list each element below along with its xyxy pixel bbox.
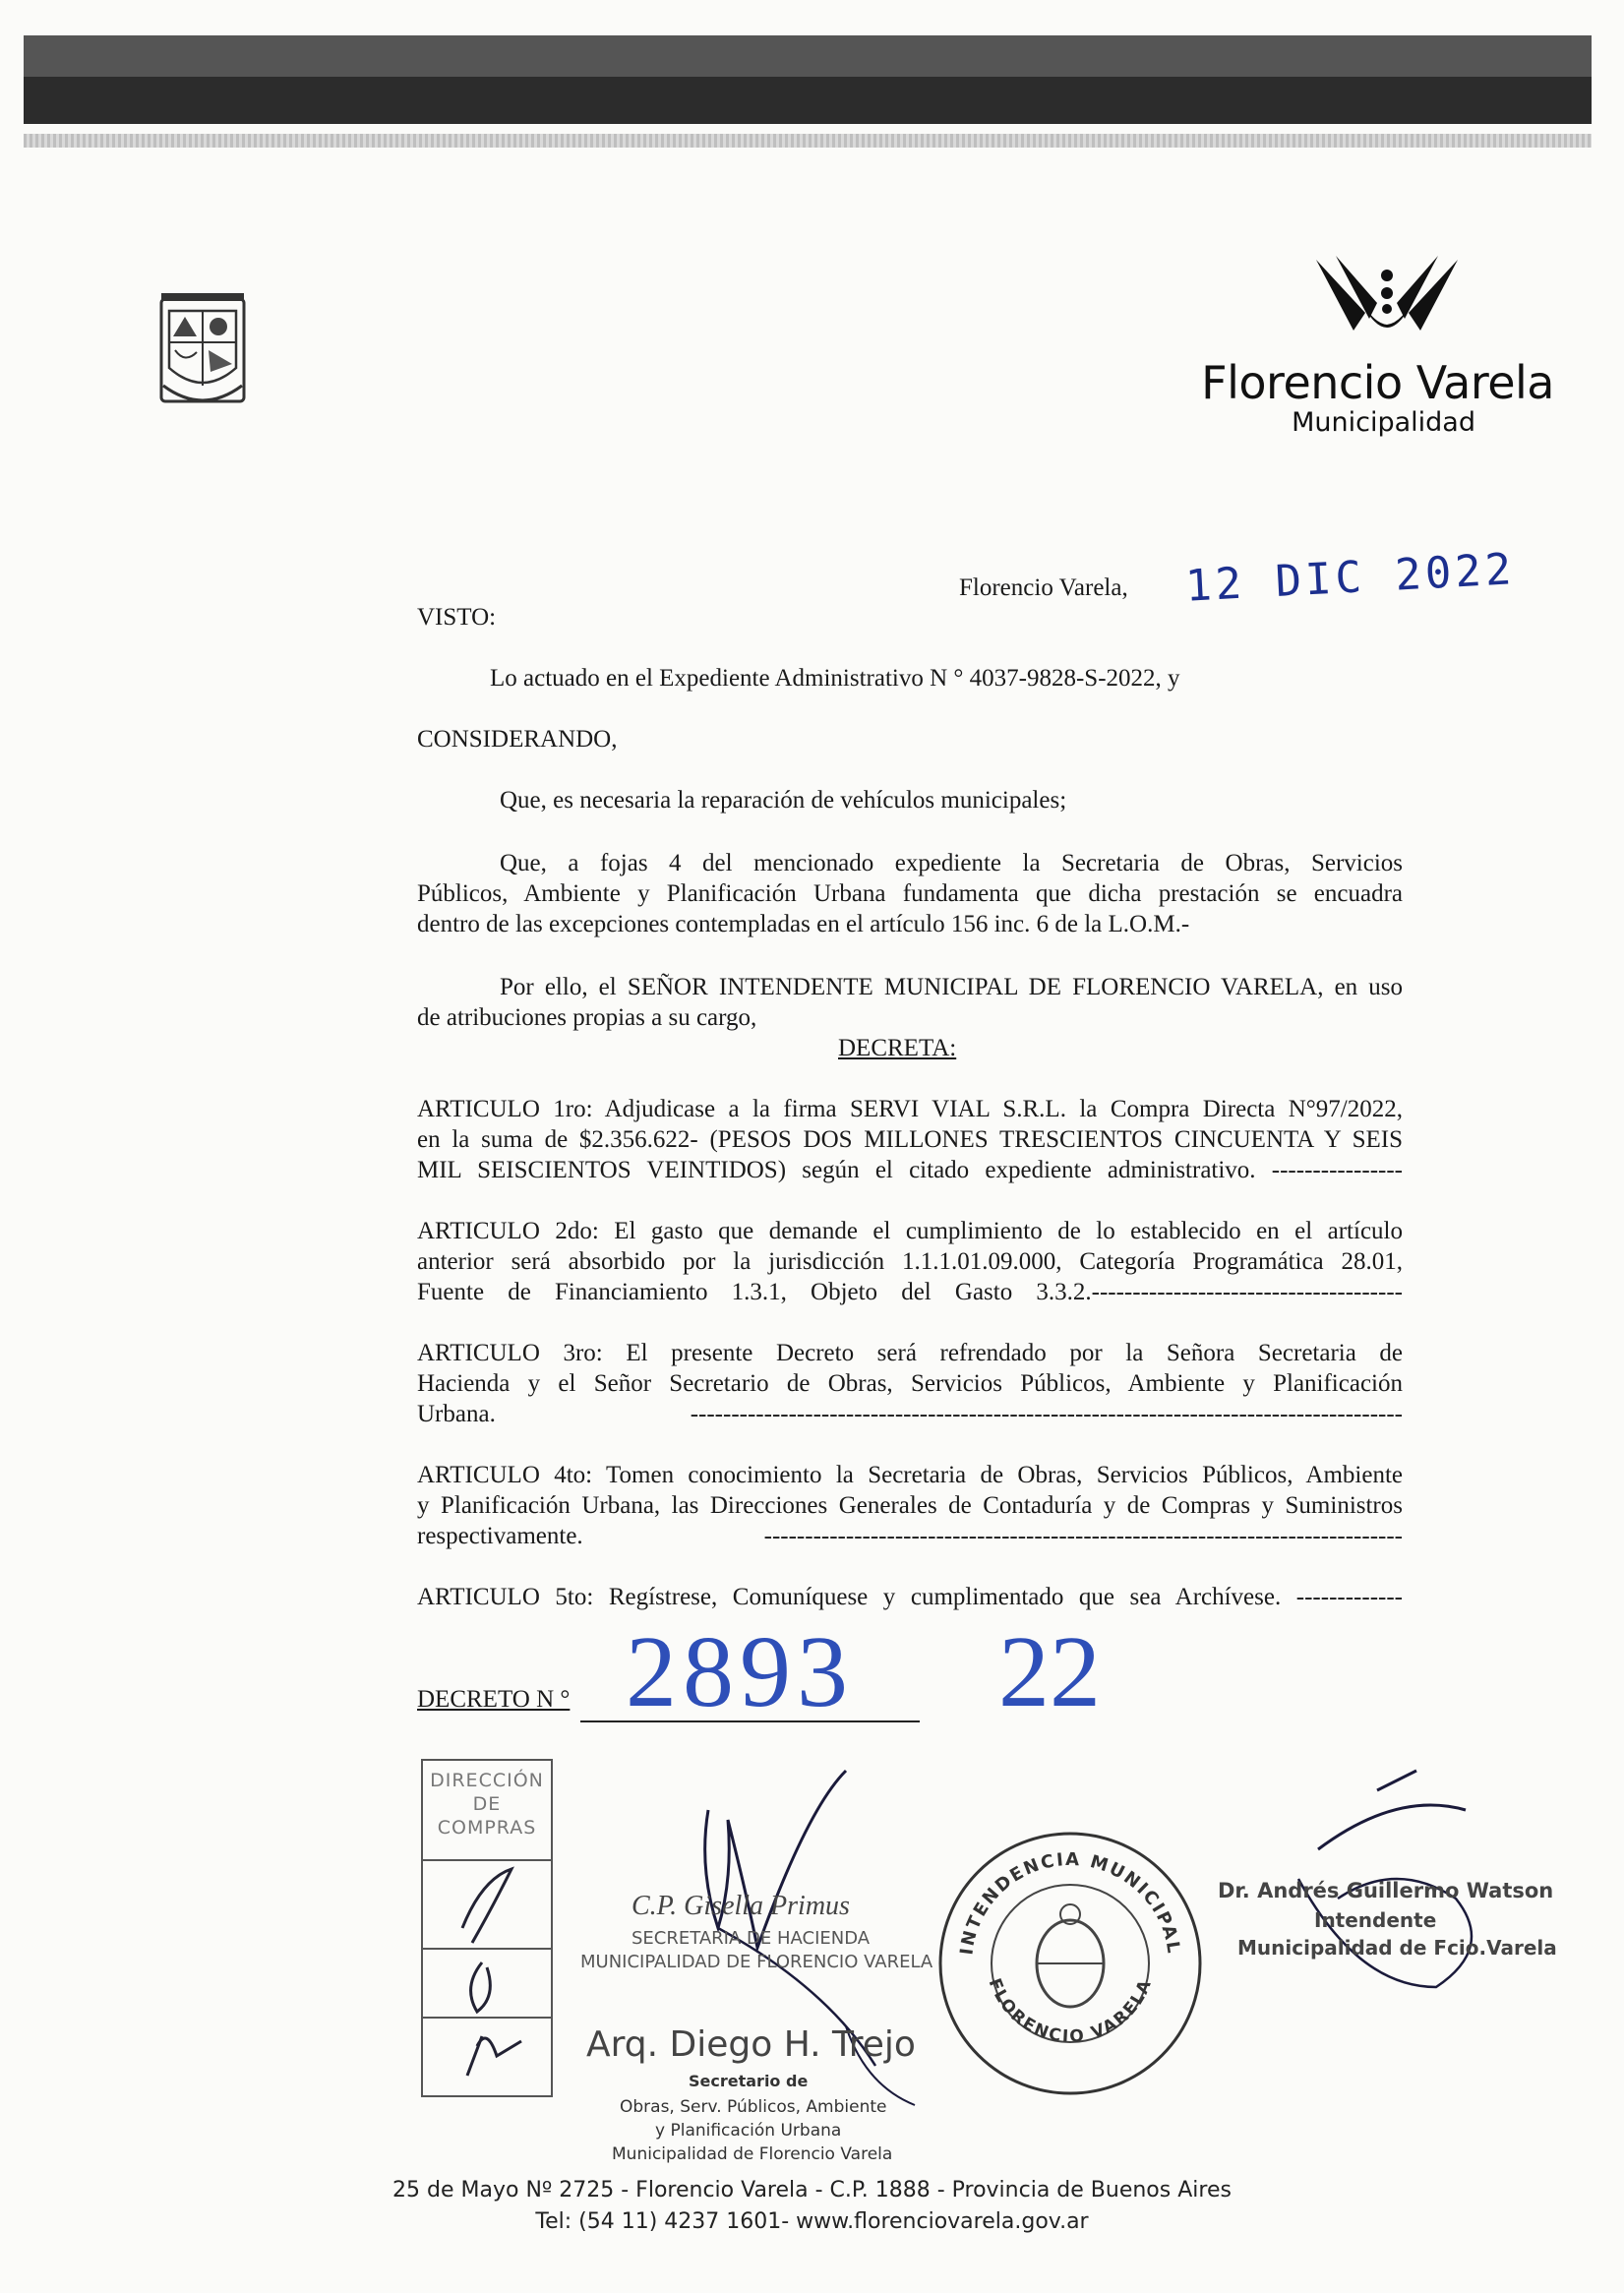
brand-name: Florencio Varela xyxy=(1201,356,1554,409)
article-3-line-2: Hacienda y el Señor Secretario de Obras, Servicios Públicos, Ambiente y Planificación xyxy=(417,1370,1403,1397)
intendente-name: Dr. Andrés Guillermo Watson xyxy=(1218,1879,1554,1902)
intendente-title: Intendente xyxy=(1314,1908,1437,1932)
intendencia-seal xyxy=(934,1828,1206,2099)
article-4-line-3: respectivamente. ------------------------------------------------------------------------------ xyxy=(417,1523,1403,1549)
paragraph-2-line-2: Públicos, Ambiente y Planificación Urbana fundamenta que dicha prestación se encuadra xyxy=(417,880,1403,907)
decreto-label: DECRETO N ° xyxy=(417,1686,571,1713)
header-band-top xyxy=(24,35,1592,77)
decreta-heading: DECRETA: xyxy=(838,1035,957,1061)
hacienda-signer-title: SECRETARIA DE HACIENDA xyxy=(632,1928,871,1949)
municipal-crest-logo xyxy=(155,291,250,417)
visto-text: Lo actuado en el Expediente Administrativo N ° 4037-9828-S-2022, y xyxy=(490,665,1180,692)
obras-signer-name: Arq. Diego H. Trejo xyxy=(586,2024,916,2065)
compras-label-2: DE xyxy=(472,1793,502,1815)
article-2-line-3: Fuente de Financiamiento 1.3.1, Objeto del Gasto 3.3.2.-------------------------------------- xyxy=(417,1279,1403,1305)
seal-graphic xyxy=(934,1828,1206,2099)
article-2-line-1: ARTICULO 2do: El gasto que demande el cumplimiento de lo establecido en el artículo xyxy=(417,1218,1403,1244)
obras-signer-line-4: Municipalidad de Florencio Varela xyxy=(612,2144,893,2164)
compras-stamp-box xyxy=(421,1759,553,2097)
paragraph-3-line-1: Por ello, el SEÑOR INTENDENTE MUNICIPAL DE FLORENCIO VARELA, en uso xyxy=(500,974,1403,1000)
article-2-line-2: anterior será absorbido por la jurisdicción 1.1.1.01.09.000, Categoría Programática 28.01, xyxy=(417,1248,1403,1275)
decreto-year: 22 xyxy=(998,1615,1101,1728)
decreto-number: 2893 xyxy=(626,1615,854,1728)
compras-label-3: COMPRAS xyxy=(437,1817,537,1839)
hacienda-signer-name: C.P. Gisella Primus xyxy=(632,1891,850,1921)
article-1-line-2: en la suma de $2.356.622- (PESOS DOS MILLONES TRESCIENTOS CINCUENTA Y SEIS xyxy=(417,1126,1403,1153)
date-place: Florencio Varela, xyxy=(959,574,1128,601)
obras-signer-line-1: Secretario de xyxy=(689,2072,809,2090)
seal-text-top: INTENDENCIA MUNICIPAL xyxy=(956,1848,1184,1957)
seal-text-bottom: FLORENCIO VARELA xyxy=(984,1975,1157,2047)
article-4-line-2: y Planificación Urbana, las Direcciones Generales de Contaduría y de Compras y Suministros xyxy=(417,1492,1403,1519)
footer-address: 25 de Mayo Nº 2725 - Florencio Varela - C.P. 1888 - Provincia de Buenos Aires xyxy=(392,2178,1232,2202)
initials-handwriting xyxy=(423,1761,551,2095)
article-3-line-1: ARTICULO 3ro: El presente Decreto será refrendado por la Señora Secretaria de xyxy=(417,1340,1403,1366)
paragraph-2-line-1: Que, a fojas 4 del mencionado expediente la Secretaria de Obras, Servicios xyxy=(500,850,1403,876)
hacienda-signer-org: MUNICIPALIDAD DE FLORENCIO VARELA xyxy=(580,1952,933,1972)
article-5: ARTICULO 5to: Regístrese, Comuníquese y cumplimentado que sea Archívese. ------------- xyxy=(417,1584,1403,1610)
footer-contact: Tel: (54 11) 4237 1601- www.florenciovarela.gov.ar xyxy=(535,2209,1089,2234)
intendente-org: Municipalidad de Fcio.Varela xyxy=(1237,1936,1557,1960)
paragraph-3-line-2: de atribuciones propias a su cargo, xyxy=(417,1004,757,1031)
article-1-line-3: MIL SEISCIENTOS VEINTIDOS) según el citado expediente administrativo. ---------------- xyxy=(417,1157,1403,1183)
date-stamp: 12 DIC 2022 xyxy=(1183,544,1517,612)
article-4-line-1: ARTICULO 4to: Tomen conocimiento la Secretaria de Obras, Servicios Públicos, Ambiente xyxy=(417,1462,1403,1488)
paragraph-2-line-3: dentro de las excepciones contempladas en el artículo 156 inc. 6 de la L.O.M.- xyxy=(417,911,1190,937)
paragraph-1: Que, es necesaria la reparación de vehículos municipales; xyxy=(500,787,1067,814)
brand-subtitle: Municipalidad xyxy=(1292,407,1475,438)
article-1-line-1: ARTICULO 1ro: Adjudicase a la firma SERVI VIAL S.R.L. la Compra Directa N°97/2022, xyxy=(417,1096,1403,1122)
decreto-underline xyxy=(580,1720,920,1722)
obras-signer-line-2: Obras, Serv. Públicos, Ambiente xyxy=(620,2097,887,2117)
header-stripe xyxy=(24,134,1592,148)
obras-signer-line-3: y Planificación Urbana xyxy=(655,2121,842,2141)
visto-heading: VISTO: xyxy=(417,604,497,631)
considerando-heading: CONSIDERANDO, xyxy=(417,726,618,753)
article-3-line-3: Urbana. --------------------------------------------------------------------------------------- xyxy=(417,1401,1403,1427)
compras-label-1: DIRECCIÓN xyxy=(430,1770,544,1791)
florencio-varela-logo-icon xyxy=(1308,254,1466,348)
